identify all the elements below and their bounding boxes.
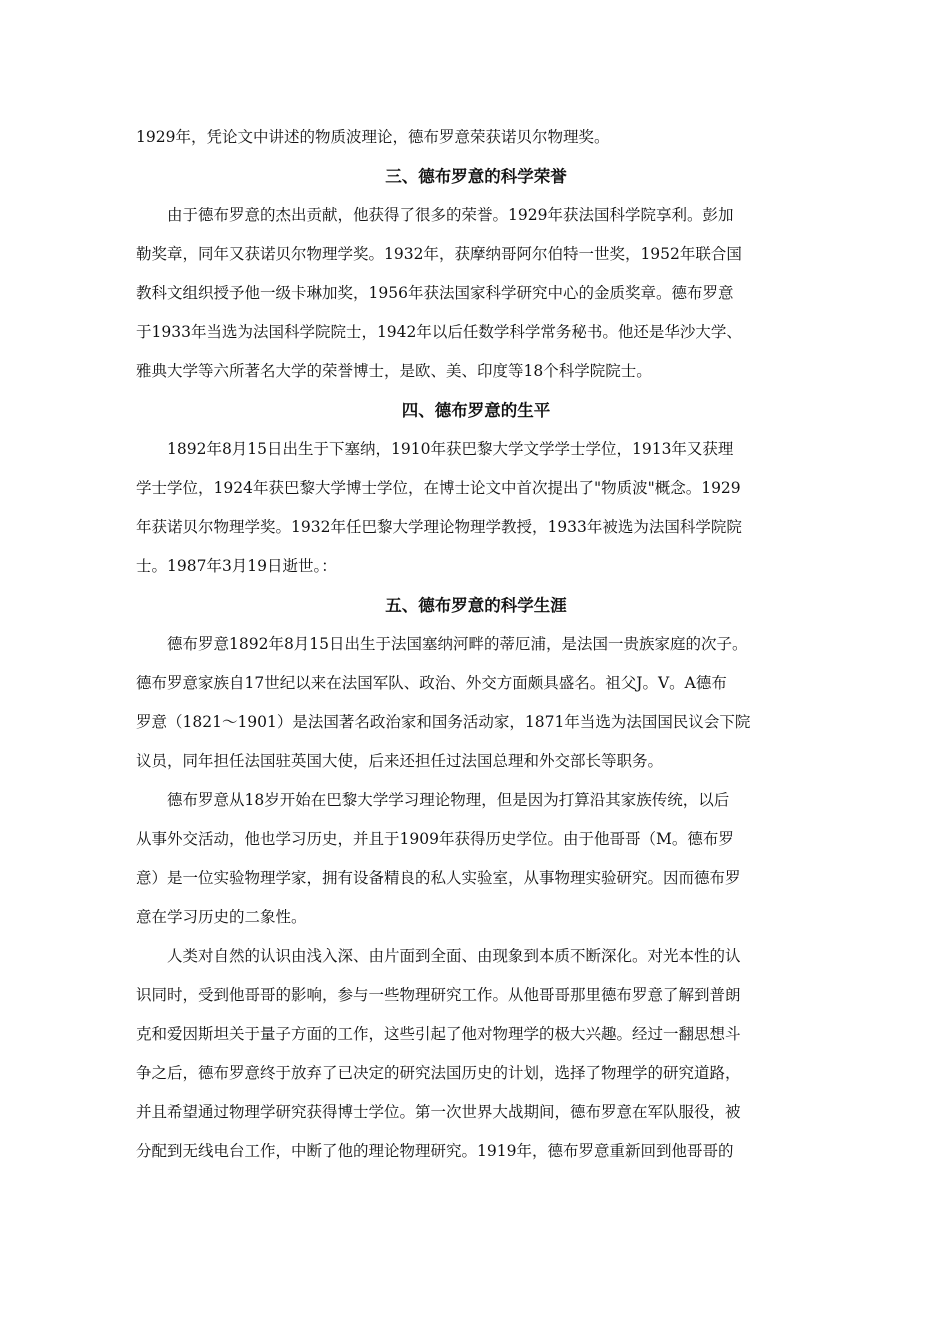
- text-line: 学士学位，1924年获巴黎大学博士学位，在博士论文中首次提出了"物质波"概念。1929: [136, 479, 741, 497]
- text-line: 罗意（1821～1901）是法国著名政治家和国务活动家，1871年当选为法国国民议会下院: [136, 713, 751, 731]
- text-line: 议员，同年担任法国驻英国大使，后来还担任过法国总理和外交部长等职务。: [136, 752, 664, 770]
- text-line: 德布罗意家族自17世纪以来在法国军队、政治、外交方面颇具盛名。祖父J。V。A德布: [136, 674, 727, 692]
- text-line: 年获诺贝尔物理学奖。1932年任巴黎大学理论物理学教授，1933年被选为法国科学院院: [136, 518, 742, 536]
- paragraph-honors: [136, 196, 816, 391]
- document-body: [136, 118, 816, 1171]
- text-line: 教科文组织授予他一级卡琳加奖，1956年获法国家科学研究中心的金质奖章。德布罗意: [136, 284, 734, 302]
- paragraph-career-family: [136, 625, 816, 781]
- text-line: 德布罗意从18岁开始在巴黎大学学习理论物理，但是因为打算沿其家族传统，以后: [136, 791, 730, 809]
- text-line: 人类对自然的认识由浅入深、由片面到全面、由现象到本质不断深化。对光本性的认: [136, 947, 741, 965]
- text-line: 从事外交活动，他也学习历史，并且于1909年获得历史学位。由于他哥哥（M。德布罗: [136, 830, 734, 848]
- text-line: 士。1987年3月19日逝世。：: [136, 557, 337, 575]
- intro-line: 1929年，凭论文中讲述的物质波理论，德布罗意荣获诺贝尔物理奖。: [136, 128, 610, 146]
- text-line: 于1933年当选为法国科学院院士，1942年以后任数学科学常务秘书。他还是华沙大学、: [136, 323, 742, 341]
- text-line: 勒奖章，同年又获诺贝尔物理学奖。1932年，获摩纳哥阿尔伯特一世奖，1952年联合国: [136, 245, 742, 263]
- text-line: 分配到无线电台工作，中断了他的理论物理研究。1919年，德布罗意重新回到他哥哥的: [136, 1142, 734, 1160]
- text-line: 意）是一位实验物理学家，拥有设备精良的私人实验室，从事物理实验研究。因而德布罗: [136, 869, 741, 887]
- paragraph-career-physics: [136, 937, 816, 1171]
- section-heading-career: 五、德布罗意的科学生涯: [385, 596, 567, 615]
- paragraph-life: [136, 430, 816, 586]
- text-line: 雅典大学等六所著名大学的荣誉博士，是欧、美、印度等18个科学院院士。: [136, 362, 652, 380]
- text-line: 德布罗意1892年8月15日出生于法国塞纳河畔的蒂厄浦，是法国一贵族家庭的次子。: [136, 635, 748, 653]
- text-line: 1892年8月15日出生于下塞纳，1910年获巴黎大学文学学士学位，1913年又获理: [136, 440, 734, 458]
- text-line: 由于德布罗意的杰出贡献，他获得了很多的荣誉。1929年获法国科学院享利。彭加: [136, 206, 734, 224]
- text-line: 并且希望通过物理学研究获得博士学位。第一次世界大战期间，德布罗意在军队服役，被: [136, 1103, 741, 1121]
- section-heading-life: 四、德布罗意的生平: [401, 401, 551, 420]
- paragraph-career-education: [136, 781, 816, 937]
- text-line: 争之后，德布罗意终于放弃了已决定的研究法国历史的计划，选择了物理学的研究道路，: [136, 1064, 741, 1082]
- text-line: 识同时，受到他哥哥的影响，参与一些物理研究工作。从他哥哥那里德布罗意了解到普朗: [136, 986, 741, 1004]
- section-heading-honors: 三、德布罗意的科学荣誉: [385, 167, 567, 186]
- text-line: 意在学习历史的二象性。: [136, 908, 307, 926]
- text-line: 克和爱因斯坦关于量子方面的工作，这些引起了他对物理学的极大兴趣。经过一翻思想斗: [136, 1025, 741, 1043]
